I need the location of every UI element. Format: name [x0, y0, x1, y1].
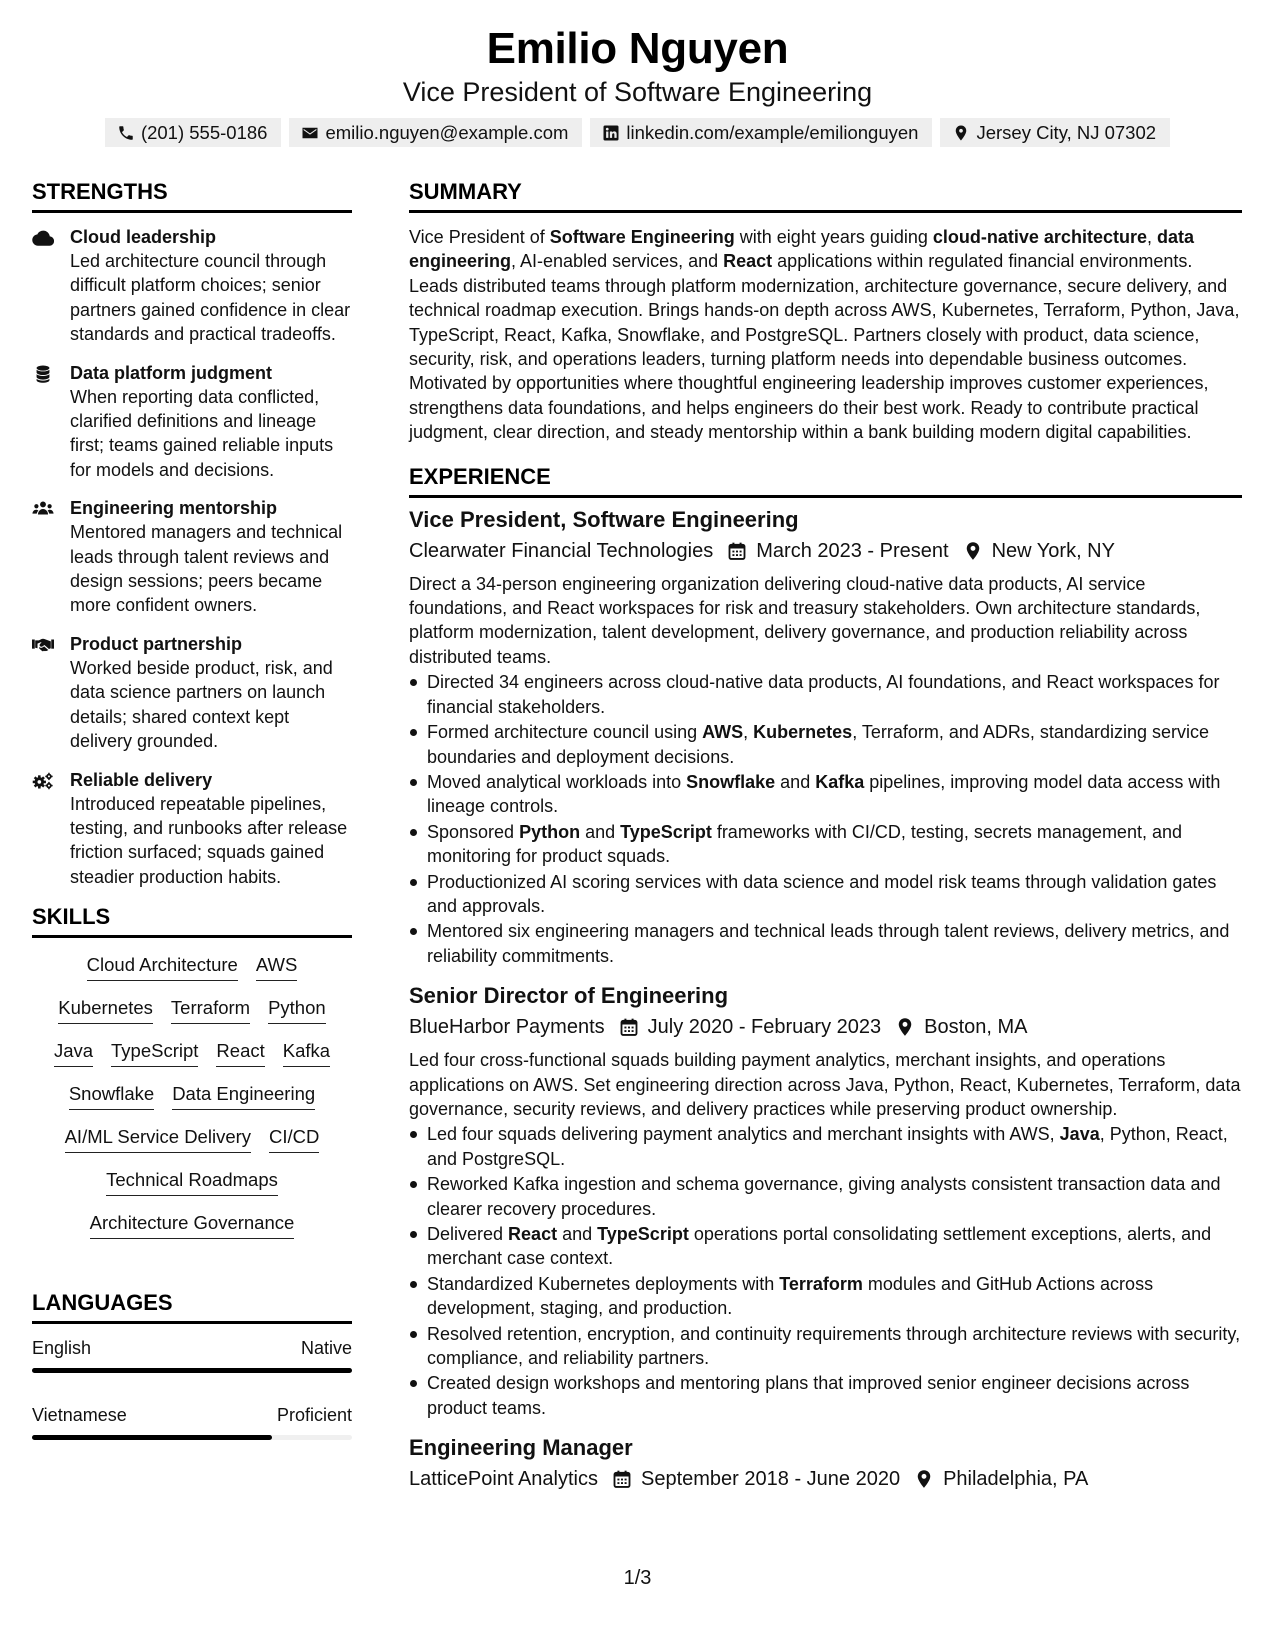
bold-term: TypeScript — [620, 821, 712, 842]
text-run: and — [580, 821, 621, 842]
bullet-item — [409, 1272, 1242, 1321]
skills-list — [32, 950, 352, 1239]
strength-desc: Mentored managers and technical leads through talent reviews and design sessions; peers became more confident owners. — [70, 522, 343, 616]
bullet-item — [409, 770, 1242, 819]
contact-phone[interactable] — [105, 118, 282, 147]
bullet-item — [409, 670, 1242, 719]
bullet-item — [409, 1122, 1242, 1171]
bold-term: Software Engineering — [549, 227, 735, 247]
skill-tag: Data Engineering — [172, 1081, 315, 1110]
linkedin-text: linkedin.com/example/emilionguyen — [626, 121, 919, 143]
linkedin-icon — [602, 124, 620, 142]
skill-tag: AWS — [256, 952, 297, 981]
company-name: LatticePoint Analytics — [409, 1468, 598, 1491]
bold-term: cloud-native architecture — [932, 227, 1147, 247]
text-run: , — [1146, 227, 1157, 247]
job-bullets — [409, 670, 1242, 968]
text-run: Standardized Kubernetes deployments with — [427, 1273, 780, 1294]
job-title: Senior Director of Engineering — [409, 983, 729, 1009]
text-run: , Python, React, and PostgreSQL. — [427, 1124, 1228, 1169]
text-run: with eight years guiding — [734, 227, 933, 247]
skill-tag: Kubernetes — [58, 995, 153, 1024]
strength-item — [32, 496, 352, 618]
job-dates: July 2020 - February 2023 — [647, 1016, 882, 1039]
text-run: , — [743, 722, 754, 743]
text-run: Productionized AI scoring services with data science and model risk teams through validation gates and approvals. — [427, 871, 1217, 916]
job-title: Engineering Manager — [409, 1435, 633, 1461]
strength-title: Data platform judgment — [70, 362, 273, 383]
map-pin-icon — [914, 1469, 934, 1489]
text-run: Sponsored — [427, 821, 520, 842]
language-item — [32, 1336, 352, 1373]
job-bullets — [409, 1122, 1242, 1420]
job-dates: September 2018 - June 2020 — [641, 1468, 901, 1491]
skills-heading: SKILLS — [32, 903, 352, 938]
strength-item — [32, 225, 352, 347]
strength-item — [32, 361, 352, 483]
text-run: , AI-enabled services, and — [511, 251, 724, 272]
strength-desc: Worked beside product, risk, and data science partners on launch details; shared context kept delivery grounded. — [70, 657, 333, 752]
text-run: and — [775, 771, 816, 792]
strength-desc: Led architecture council through difficult platform choices; senior partners gained confidence in clear standards and practical tradeoffs. — [70, 251, 351, 345]
contact-location[interactable] — [940, 118, 1170, 147]
candidate-title: Vice President of Software Engineering — [402, 77, 873, 107]
skill-row — [32, 1038, 352, 1067]
skill-tag: Architecture Governance — [90, 1210, 295, 1239]
bullet-item — [409, 820, 1242, 869]
proficiency-fill — [32, 1435, 272, 1440]
candidate-name: Emilio Nguyen — [486, 24, 789, 73]
bullet-item — [409, 1322, 1242, 1371]
job-title: Vice President, Software Engineering — [409, 506, 799, 532]
job-entry — [409, 1434, 1242, 1492]
bold-term: AWS — [702, 722, 744, 743]
phone-text: (201) 555-0186 — [140, 121, 268, 143]
database-icon — [32, 361, 70, 483]
skill-tag: Snowflake — [69, 1081, 154, 1110]
bullet-item — [409, 1222, 1242, 1271]
job-location: New York, NY — [991, 539, 1115, 562]
text-run: applications within regulated financial environments. Leads distributed teams through platform modernization, architecture governance, secure delivery, and technical roadmap execution. Brings hands-on depth across AWS, Kubernetes, Terraform, Python, Java, TypeScript, React, Kafka, Snowflake, and PostgreSQL. Partners closely with product, data science, security, risk, and operations leaders, turning platform needs into dependable business outcomes. Motivated by opportunities where thoughtful engineering leadership improves customer experiences, strengthens data foundations, and helps engineers do their best work. Ready to contribute practical judgment, clear direction, and steady mentorship within a bank building modern digital capabilities. — [409, 251, 1240, 443]
text-run: Moved analytical workloads into — [427, 771, 687, 792]
company-name: BlueHarbor Payments — [409, 1016, 605, 1039]
strength-item — [32, 632, 352, 754]
calendar-icon — [727, 541, 747, 561]
calendar-icon — [612, 1469, 632, 1489]
phone-icon — [117, 124, 135, 142]
company-name: Clearwater Financial Technologies — [409, 539, 714, 562]
skill-tag: Java — [54, 1038, 93, 1067]
skill-row — [32, 952, 352, 981]
summary-text — [409, 225, 1242, 445]
experience-list — [409, 506, 1242, 1493]
text-run: , Terraform, and ADRs, standardizing service boundaries and deployment decisions. — [427, 722, 1210, 767]
bold-term: Kubernetes — [753, 722, 853, 743]
bullet-item — [409, 720, 1242, 769]
job-location: Boston, MA — [924, 1016, 1028, 1039]
text-run: Resolved retention, encryption, and continuity requirements through architecture reviews with security, compliance, and reliability partners. — [427, 1323, 1241, 1369]
strength-title: Reliable delivery — [70, 769, 213, 790]
job-meta — [409, 1466, 1242, 1492]
text-run: Created design workshops and mentoring plans that improved senior engineer decisions across product teams. — [427, 1373, 1190, 1418]
text-run: frameworks with CI/CD, testing, secrets management, and monitoring for product squads. — [427, 821, 1182, 867]
text-run: Mentored six engineering managers and technical leads through talent reviews, delivery metrics, and reliability commitments. — [427, 921, 1230, 966]
bold-term: React — [723, 251, 773, 272]
contact-linkedin[interactable] — [590, 118, 932, 147]
language-level: Proficient — [276, 1405, 352, 1426]
text-run: Directed 34 engineers across cloud-native data products, AI foundations, and React workspaces for financial stakeholders. — [427, 672, 1220, 717]
job-entry — [409, 982, 1242, 1420]
languages-list — [32, 1336, 352, 1440]
skill-tag: Technical Roadmaps — [106, 1167, 278, 1196]
summary-heading: SUMMARY — [409, 178, 1242, 213]
bold-term: React — [508, 1224, 558, 1244]
languages-heading: LANGUAGES — [32, 1289, 352, 1324]
envelope-icon — [301, 124, 319, 142]
text-run: pipelines, improving model data access with lineage controls. — [427, 771, 1221, 817]
left-column — [32, 178, 352, 1470]
proficiency-bar — [32, 1435, 352, 1440]
strength-title: Product partnership — [70, 633, 243, 654]
skill-tag: Python — [268, 995, 326, 1024]
map-pin-icon — [952, 124, 970, 142]
handshake-icon — [32, 632, 70, 754]
skill-tag: TypeScript — [111, 1038, 198, 1067]
skill-row — [32, 1081, 352, 1110]
skill-row — [32, 1167, 352, 1196]
skill-row — [32, 995, 352, 1024]
text-run: and — [557, 1224, 598, 1244]
calendar-icon — [619, 1017, 639, 1037]
proficiency-fill — [32, 1368, 352, 1373]
gears-icon — [32, 768, 70, 890]
job-description: Direct a 34-person engineering organization delivering cloud-native data products, AI service foundations, and React workspaces for risk and treasury stakeholders. Own architecture standards, platform modernization, talent development, delivery governance, and production reliability across distributed teams. — [409, 573, 1201, 667]
email-text: emilio.nguyen@example.com — [325, 121, 569, 143]
strength-item — [32, 768, 352, 890]
bullet-item — [409, 1172, 1242, 1221]
bullet-item — [409, 870, 1242, 919]
experience-heading: EXPERIENCE — [409, 463, 1242, 498]
bullet-item — [409, 1371, 1242, 1420]
strength-desc: Introduced repeatable pipelines, testing, and runbooks after release friction surfaced; squads gained steadier production habits. — [70, 793, 348, 887]
page-number: 1/3 — [623, 1567, 652, 1589]
bold-term: Terraform — [779, 1273, 863, 1294]
skill-tag: Kafka — [283, 1038, 330, 1067]
right-column — [409, 178, 1242, 1500]
contact-bar — [0, 118, 1275, 147]
resume-header — [0, 22, 1275, 147]
bold-term: Snowflake — [686, 771, 776, 792]
strength-title: Engineering mentorship — [70, 498, 278, 519]
users-icon — [32, 496, 70, 618]
bold-term: Kafka — [815, 771, 865, 792]
language-name: Vietnamese — [32, 1405, 127, 1426]
strengths-list — [32, 225, 352, 889]
skill-tag: Terraform — [171, 995, 250, 1024]
language-level: Native — [300, 1338, 352, 1359]
job-meta — [409, 538, 1242, 564]
text-run: Delivered — [427, 1224, 509, 1244]
job-entry — [409, 506, 1242, 969]
text-run: Vice President of — [409, 227, 550, 247]
job-description: Led four cross-functional squads building payment analytics, merchant insights, and operations applications on AWS. Set engineering direction across Java, Python, React, Kubernetes, Terraform, data governance, security reviews, and delivery practices while preserving product ownership. — [409, 1050, 1241, 1119]
text-run: Reworked Kafka ingestion and schema governance, giving analysts consistent transaction data and clearer recovery procedures. — [427, 1174, 1221, 1219]
skill-tag: React — [216, 1038, 264, 1067]
text-run: Formed architecture council using — [427, 722, 703, 743]
skill-row — [32, 1210, 352, 1239]
cloud-icon — [32, 225, 70, 347]
location-text: Jersey City, NJ 07302 — [976, 121, 1157, 143]
bold-term: Python — [519, 821, 581, 842]
text-run: operations portal consolidating settlement exceptions, alerts, and merchant case context. — [427, 1224, 1212, 1269]
skill-tag: AI/ML Service Delivery — [65, 1124, 251, 1153]
bold-term: TypeScript — [597, 1224, 689, 1244]
text-run: modules and GitHub Actions across development, staging, and production. — [427, 1273, 1154, 1319]
bullet-item — [409, 919, 1242, 968]
proficiency-bar — [32, 1368, 352, 1373]
skill-tag: CI/CD — [269, 1124, 319, 1153]
job-dates: March 2023 - Present — [756, 539, 949, 562]
strength-desc: When reporting data conflicted, clarified definitions and lineage first; teams gained reliable inputs for models and decisions. — [70, 386, 334, 480]
job-meta — [409, 1014, 1242, 1040]
map-pin-icon — [895, 1017, 915, 1037]
bold-term: Java — [1059, 1124, 1100, 1145]
bold-term: data engineering — [409, 227, 1194, 272]
strength-title: Cloud leadership — [70, 227, 217, 247]
language-name: English — [32, 1338, 92, 1359]
map-pin-icon — [963, 541, 983, 561]
job-location: Philadelphia, PA — [943, 1468, 1089, 1491]
skill-row — [32, 1124, 352, 1153]
text-run: Led four squads delivering payment analytics and merchant insights with AWS, — [427, 1124, 1060, 1145]
strengths-heading: STRENGTHS — [32, 178, 352, 213]
contact-email[interactable] — [289, 118, 582, 147]
language-item — [32, 1403, 352, 1440]
skill-tag: Cloud Architecture — [87, 952, 238, 981]
